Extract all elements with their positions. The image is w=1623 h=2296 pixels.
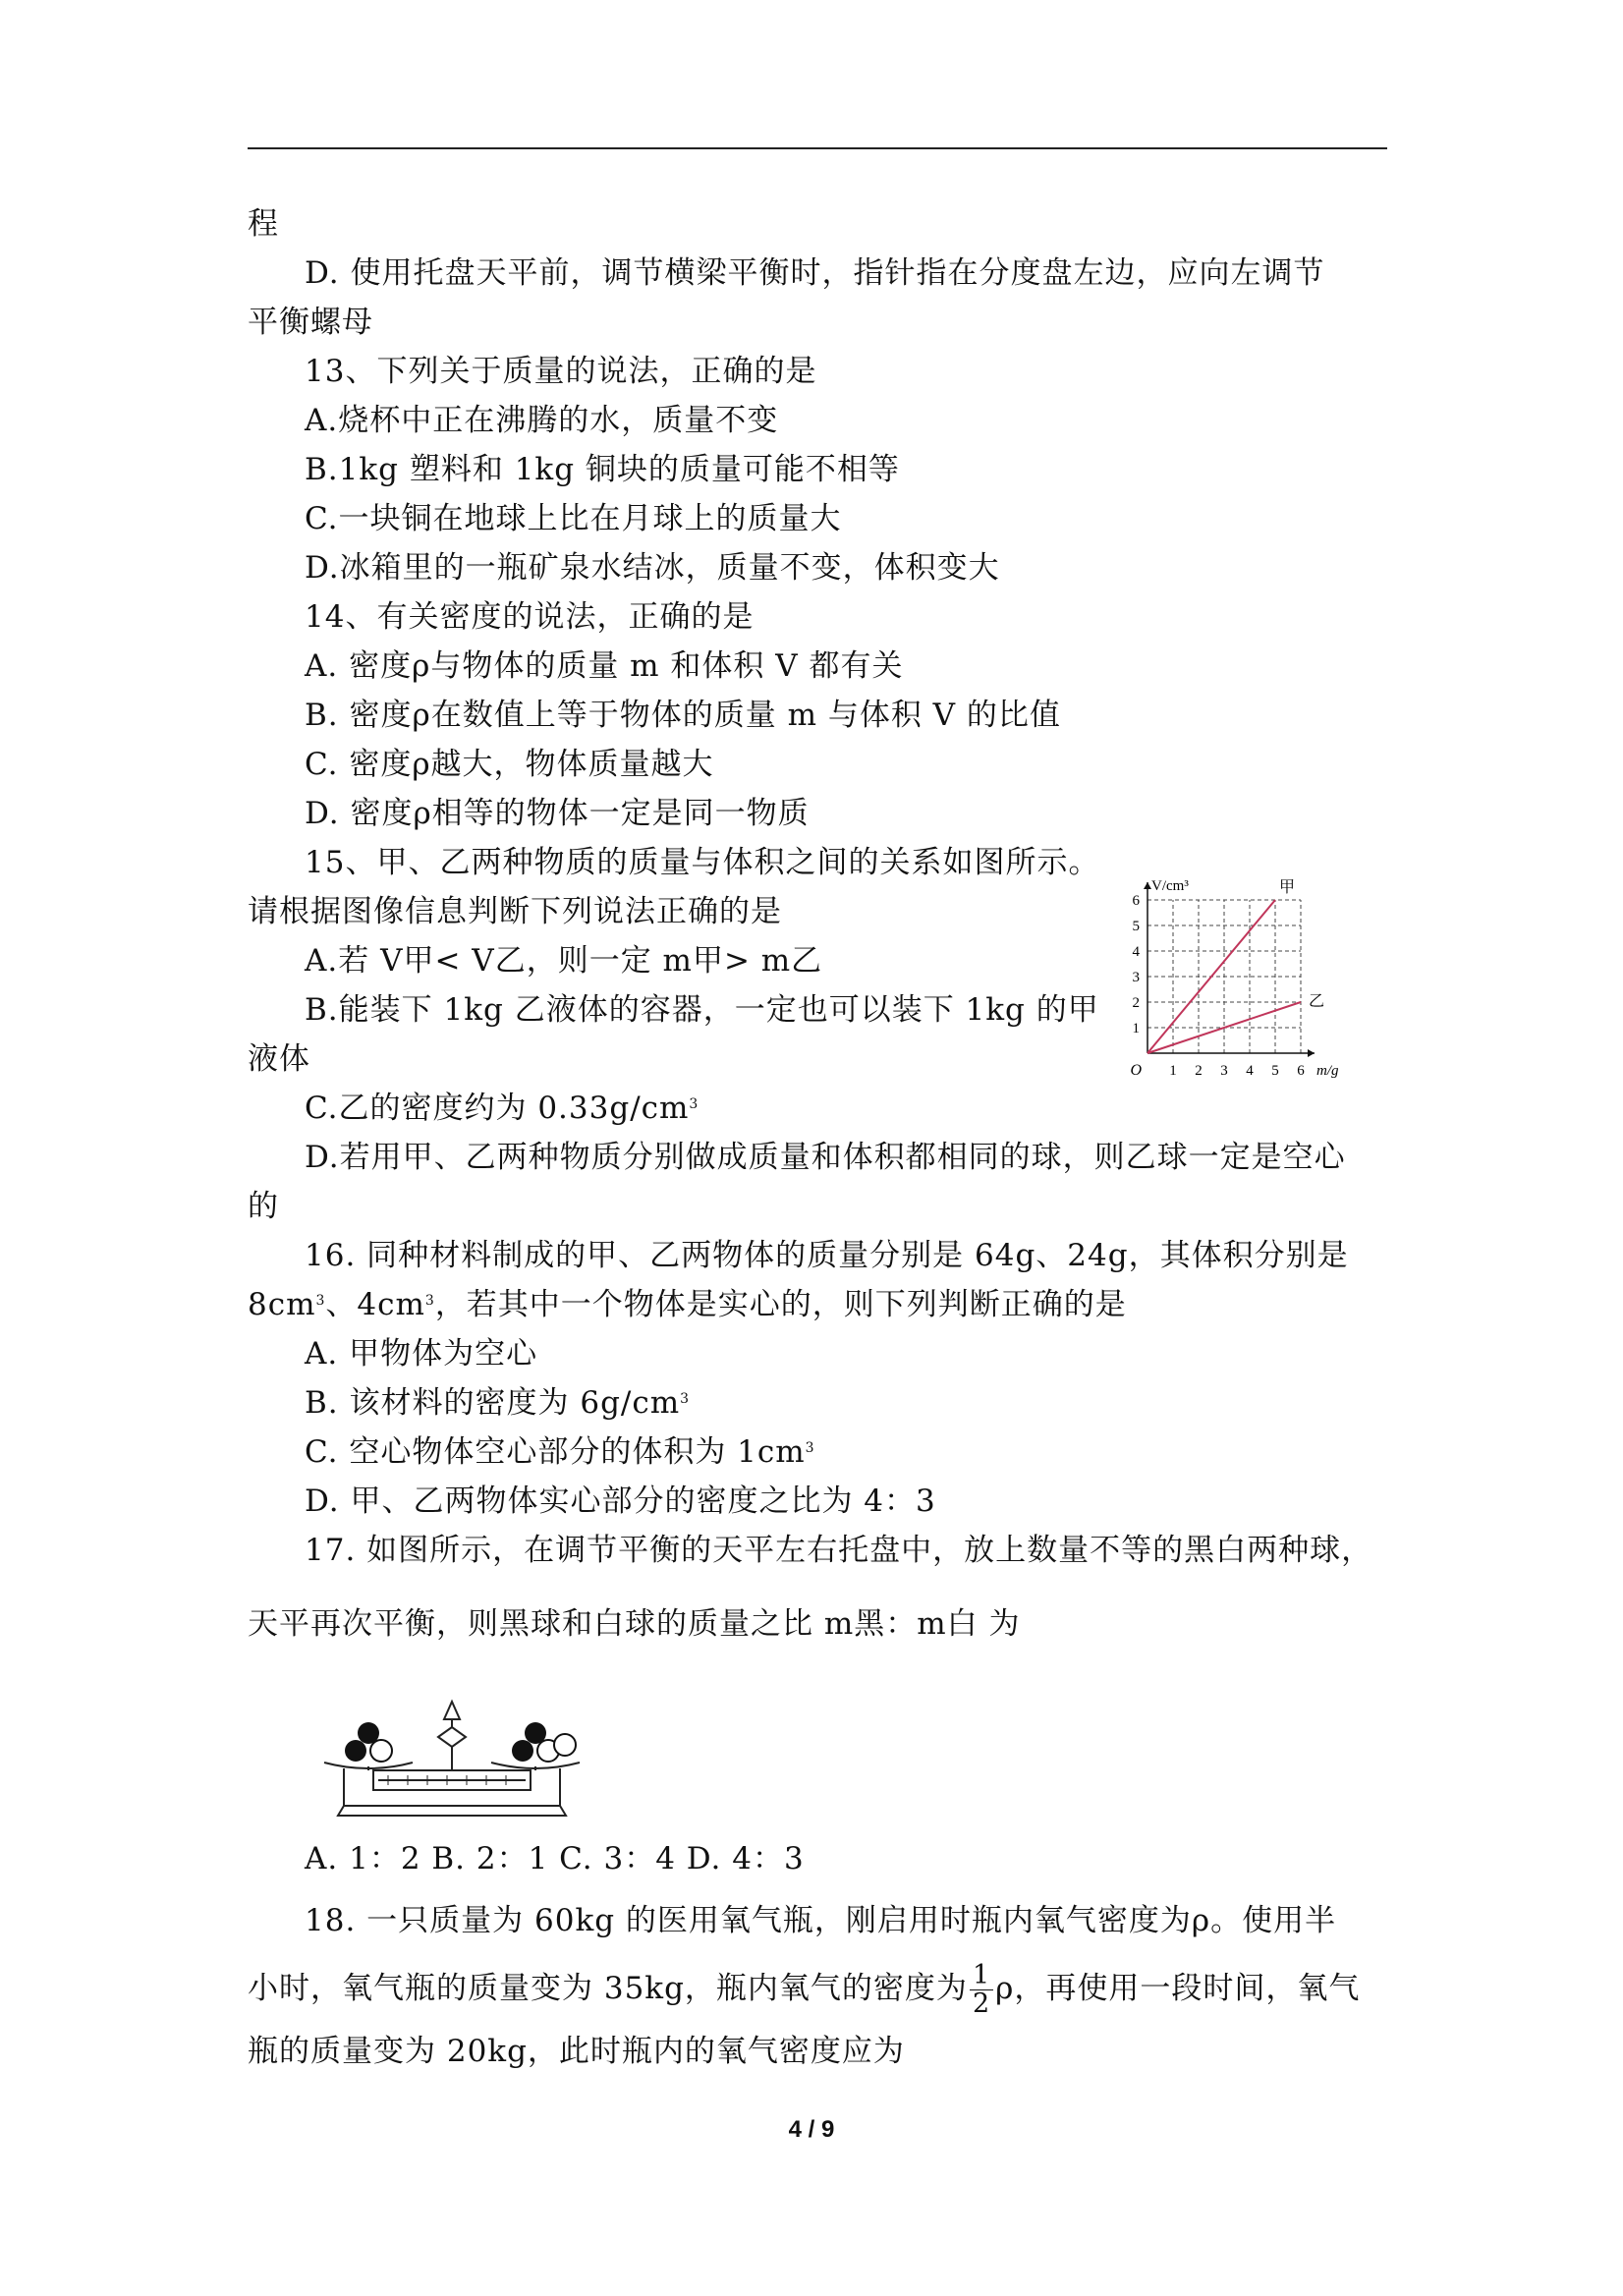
option-14d: D. 密度ρ相等的物体一定是同一物质	[305, 796, 810, 831]
option-15a: A.若 V甲< V乙，则一定 m甲> m乙	[305, 943, 823, 979]
page-number: 4 / 9	[788, 2116, 835, 2143]
y-tick-label: 5	[1132, 919, 1140, 934]
option-13a: A.烧杯中正在沸腾的水，质量不变	[305, 403, 779, 438]
density-chart	[1120, 847, 1339, 1081]
y-tick-label: 4	[1132, 944, 1140, 960]
text-line: 瓶的质量变为 20kg，此时瓶内的氧气密度应为	[248, 2034, 905, 2069]
option-16c: C. 空心物体空心部分的体积为 $1cm^3$	[305, 1434, 815, 1470]
y-axis-label: V/cm³	[1151, 878, 1189, 894]
x-tick-label: 6	[1297, 1063, 1305, 1079]
fraction: $\frac{1}{2}$	[970, 1962, 993, 2018]
option-15d: D.若用甲、乙两种物质分别做成质量和体积都相同的球，则乙球一定是空心	[305, 1140, 1346, 1175]
y-tick-label: 2	[1132, 995, 1140, 1011]
options-17: A. 1：2 B. 2：1 C. 3：4 D. 4：3	[305, 1841, 805, 1876]
text-line: $8cm^3$、$4cm^3$，若其中一个物体是实心的，则下列判断正确的是	[248, 1287, 1127, 1322]
option-16b: B. 该材料的密度为 $6g/cm^3$	[305, 1385, 691, 1421]
x-tick-label: 1	[1169, 1063, 1177, 1079]
x-tick-label: 5	[1271, 1063, 1279, 1079]
origin-label: O	[1130, 1062, 1142, 1079]
question-14: 14、有关密度的说法，正确的是	[305, 599, 755, 635]
question-17: 17. 如图所示，在调节平衡的天平左右托盘中，放上数量不等的黑白两种球，	[305, 1533, 1373, 1568]
x-axis-arrow	[1308, 1049, 1315, 1057]
series-label: 甲	[1279, 877, 1296, 896]
x-tick-label: 3	[1220, 1063, 1228, 1079]
y-axis-arrow	[1144, 882, 1151, 889]
balance-scale-illustration	[314, 1680, 589, 1822]
text-line: 请根据图像信息判断下列说法正确的是	[248, 894, 782, 929]
text-line: 天平再次平衡，则黑球和白球的质量之比 m黑：m白 为	[248, 1606, 1021, 1642]
y-tick-label: 1	[1132, 1021, 1140, 1036]
text-line: D. 使用托盘天平前，调节横梁平衡时，指针指在分度盘左边，应向左调节	[305, 255, 1325, 291]
option-13c: C.一块铜在地球上比在月球上的质量大	[305, 501, 842, 536]
option-16d: D. 甲、乙两物体实心部分的密度之比为 4：3	[305, 1484, 936, 1519]
option-14b: B. 密度ρ在数值上等于物体的质量 m 与体积 V 的比值	[305, 698, 1061, 733]
series-line	[1147, 900, 1275, 1053]
text-line: 小时，氧气瓶的质量变为 35kg，瓶内氧气的密度为 $\frac{1}{2}$ ρ，再使用一段时间，氧气	[248, 1960, 1361, 2019]
option-13d: D.冰箱里的一瓶矿泉水结冰，质量不变，体积变大	[305, 550, 1000, 586]
question-13: 13、下列关于质量的说法，正确的是	[305, 354, 817, 389]
x-axis-label: m/g	[1316, 1063, 1339, 1079]
option-14c: C. 密度ρ越大，物体质量越大	[305, 747, 714, 782]
text-line: 程	[248, 206, 279, 242]
option-13b: B.1kg 塑料和 1kg 铜块的质量可能不相等	[305, 452, 900, 487]
x-tick-label: 4	[1246, 1063, 1254, 1079]
question-18: 18. 一只质量为 60kg 的医用氧气瓶，刚启用时瓶内氧气密度为ρ。使用半	[305, 1903, 1337, 1938]
question-15: 15、甲、乙两种物质的质量与体积之间的关系如图所示。	[305, 845, 1100, 880]
text-line: 的	[248, 1189, 279, 1224]
x-tick-label: 2	[1195, 1063, 1203, 1079]
y-tick-label: 3	[1132, 970, 1140, 985]
y-tick-label: 6	[1132, 893, 1140, 909]
option-16a: A. 甲物体为空心	[305, 1336, 538, 1372]
text-line: 平衡螺母	[248, 305, 373, 340]
series-label: 乙	[1309, 991, 1325, 1010]
header-rule	[248, 147, 1387, 149]
option-15b: B.能装下 1kg 乙液体的容器，一定也可以装下 1kg 的甲	[305, 992, 1099, 1028]
option-15c: C.乙的密度约为 $0.33g/cm^3$	[305, 1091, 700, 1126]
text-line: 液体	[248, 1041, 310, 1077]
option-14a: A. 密度ρ与物体的质量 m 和体积 V 都有关	[305, 648, 904, 684]
question-16: 16. 同种材料制成的甲、乙两物体的质量分别是 64g、24g，其体积分别是	[305, 1238, 1349, 1273]
